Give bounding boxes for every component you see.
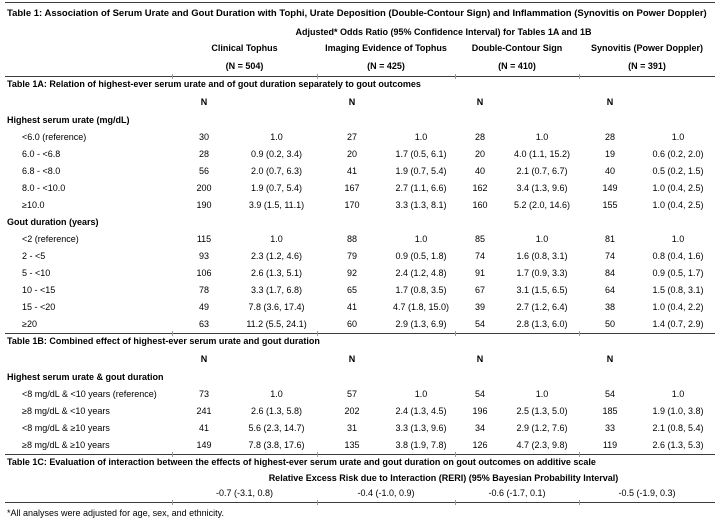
row-label: 6.0 - <6.8 bbox=[22, 148, 61, 159]
table-row bbox=[5, 163, 715, 180]
n-header: N bbox=[348, 354, 356, 365]
n-value: 93 bbox=[198, 250, 209, 261]
section-table-1b bbox=[5, 334, 715, 454]
n-value: 39 bbox=[474, 301, 485, 312]
n-value: 135 bbox=[344, 439, 360, 450]
table-row bbox=[5, 282, 715, 299]
n-header: N bbox=[606, 354, 614, 365]
n-value: 34 bbox=[474, 422, 485, 433]
reri-value: -0.7 (-3.1, 0.8) bbox=[215, 488, 274, 499]
column-header-synovitis: Synovitis (Power Doppler) bbox=[590, 43, 704, 54]
odds-ratio-value: 1.7 (0.9, 3.3) bbox=[516, 267, 568, 278]
n-value: 91 bbox=[474, 267, 485, 278]
n-value: 81 bbox=[604, 233, 615, 244]
odds-ratio-value: 2.0 (0.7, 6.3) bbox=[250, 165, 303, 176]
reri-header: Relative Excess Risk due to Interaction (RERI) (95% Bayesian Probability Interval) bbox=[268, 472, 619, 483]
category-row bbox=[5, 370, 715, 386]
reri-value: -0.4 (-1.0, 0.9) bbox=[357, 488, 415, 499]
n-value: 88 bbox=[346, 233, 357, 244]
n-value: 41 bbox=[198, 422, 209, 433]
odds-ratio-value: 11.2 (5.5, 24.1) bbox=[246, 318, 307, 329]
column-n-synovitis: (N = 391) bbox=[628, 60, 666, 71]
n-value: 85 bbox=[474, 233, 485, 244]
row-label: <2 (reference) bbox=[22, 233, 79, 244]
row-label: 5 - <10 bbox=[22, 267, 51, 278]
n-value: 19 bbox=[604, 148, 615, 159]
odds-ratio-value: 3.4 (1.3, 9.6) bbox=[516, 182, 568, 193]
n-value: 33 bbox=[604, 422, 615, 433]
n-value: 20 bbox=[474, 148, 485, 159]
n-value: 149 bbox=[602, 182, 618, 193]
section-1c-heading: Table 1C: Evaluation of interaction between the effects of highest-ever serum urate and gout duration on gout outcomes on additive scale bbox=[7, 457, 596, 468]
n-value: 73 bbox=[198, 388, 209, 399]
n-value: 38 bbox=[604, 301, 615, 312]
odds-ratio-value: 1.0 bbox=[270, 131, 283, 142]
section-heading: Table 1B: Combined effect of highest-ever serum urate and gout duration bbox=[7, 336, 320, 347]
n-value: 63 bbox=[198, 318, 209, 329]
n-value: 84 bbox=[604, 267, 615, 278]
row-label: 2 - <5 bbox=[22, 250, 46, 261]
section-heading: Table 1A: Relation of highest-ever serum urate and of gout duration separately to gout outcomes bbox=[7, 79, 421, 90]
odds-ratio-value: 7.8 (3.6, 17.4) bbox=[248, 301, 305, 312]
n-value: 50 bbox=[604, 318, 615, 329]
n-value: 60 bbox=[346, 318, 357, 329]
column-n-row bbox=[5, 57, 715, 76]
n-value: 74 bbox=[474, 250, 485, 261]
n-value: 67 bbox=[474, 284, 485, 295]
column-header-row bbox=[5, 41, 715, 57]
n-value: 40 bbox=[474, 165, 485, 176]
n-value: 28 bbox=[604, 131, 615, 142]
reri-header-row bbox=[5, 471, 715, 486]
odds-ratio-value: 1.0 (0.4, 2.5) bbox=[652, 199, 704, 210]
table-row bbox=[5, 386, 715, 403]
section-table-1c bbox=[5, 455, 715, 502]
odds-ratio-value: 1.0 bbox=[414, 131, 428, 142]
odds-ratio-value: 0.9 (0.5, 1.8) bbox=[395, 250, 447, 261]
n-header-row bbox=[5, 350, 715, 370]
odds-ratio-value: 1.7 (0.8, 3.5) bbox=[395, 284, 447, 295]
n-value: 40 bbox=[604, 165, 615, 176]
n-value: 78 bbox=[198, 284, 209, 295]
table-row bbox=[5, 180, 715, 197]
n-header-row bbox=[5, 93, 715, 113]
n-value: 41 bbox=[346, 165, 357, 176]
n-header: N bbox=[348, 97, 356, 108]
section-divider bbox=[5, 502, 715, 503]
odds-ratio-value: 2.6 (1.3, 5.8) bbox=[250, 405, 303, 416]
n-header: N bbox=[200, 354, 208, 365]
odds-ratio-value: 4.0 (1.1, 15.2) bbox=[513, 148, 571, 159]
odds-ratio-value: 1.0 bbox=[414, 388, 428, 399]
column-n-imaging-tophus: (N = 425) bbox=[367, 60, 405, 71]
odds-ratio-value: 2.9 (1.2, 7.6) bbox=[516, 422, 568, 433]
odds-ratio-value: 2.3 (1.2, 4.6) bbox=[250, 250, 303, 261]
table-row bbox=[5, 316, 715, 333]
n-value: 31 bbox=[346, 422, 357, 433]
footnote: *All analyses were adjusted for age, sex, and ethnicity. bbox=[7, 508, 224, 518]
odds-ratio-value: 1.0 bbox=[414, 233, 428, 244]
table-row bbox=[5, 420, 715, 437]
n-value: 196 bbox=[472, 405, 488, 416]
column-n-clinical-tophus: (N = 504) bbox=[225, 60, 264, 71]
odds-ratio-value: 0.9 (0.5, 1.7) bbox=[652, 267, 704, 278]
category-row bbox=[5, 113, 715, 129]
odds-ratio-value: 2.7 (1.2, 6.4) bbox=[516, 301, 568, 312]
odds-ratio-value: 1.0 bbox=[535, 388, 549, 399]
odds-ratio-value: 1.0 bbox=[270, 388, 283, 399]
column-header-clinical-tophus: Clinical Tophus bbox=[211, 43, 278, 54]
n-value: 155 bbox=[602, 199, 618, 210]
table-subtitle: Adjusted* Odds Ratio (95% Confidence Interval) for Tables 1A and 1B bbox=[295, 27, 592, 38]
n-value: 167 bbox=[344, 182, 360, 193]
table-row bbox=[5, 265, 715, 282]
table-subtitle-row bbox=[5, 25, 715, 41]
n-value: 54 bbox=[604, 388, 615, 399]
odds-ratio-value: 3.3 (1.3, 9.6) bbox=[395, 422, 447, 433]
n-value: 115 bbox=[196, 233, 212, 244]
n-value: 202 bbox=[344, 405, 360, 416]
odds-ratio-value: 1.5 (0.8, 3.1) bbox=[652, 284, 704, 295]
odds-ratio-value: 1.9 (1.0, 3.8) bbox=[652, 405, 704, 416]
row-label: <8 mg/dL & <10 years (reference) bbox=[22, 388, 157, 399]
n-value: 54 bbox=[474, 318, 485, 329]
table-row bbox=[5, 146, 715, 163]
n-value: 162 bbox=[472, 182, 488, 193]
odds-ratio-value: 1.9 (0.7, 5.4) bbox=[395, 165, 447, 176]
odds-ratio-value: 3.8 (1.9, 7.8) bbox=[395, 439, 447, 450]
table-row bbox=[5, 437, 715, 454]
n-value: 30 bbox=[198, 131, 209, 142]
section-divider bbox=[5, 76, 715, 77]
reri-values-row bbox=[5, 486, 715, 502]
n-header: N bbox=[476, 97, 484, 108]
reri-value: -0.5 (-1.9, 0.3) bbox=[618, 488, 676, 499]
odds-ratio-value: 1.0 bbox=[535, 131, 549, 142]
column-header-imaging-tophus: Imaging Evidence of Tophus bbox=[325, 43, 447, 54]
odds-ratio-value: 2.8 (1.3, 6.0) bbox=[516, 318, 568, 329]
odds-ratio-value: 1.4 (0.7, 2.9) bbox=[652, 318, 704, 329]
row-label: 10 - <15 bbox=[22, 284, 56, 295]
n-value: 57 bbox=[346, 388, 357, 399]
odds-ratio-value: 2.1 (0.8, 5.4) bbox=[652, 422, 704, 433]
odds-ratio-value: 2.6 (1.3, 5.1) bbox=[250, 267, 303, 278]
odds-ratio-value: 3.3 (1.3, 8.1) bbox=[395, 199, 447, 210]
odds-ratio-value: 2.5 (1.3, 5.0) bbox=[516, 405, 568, 416]
odds-ratio-value: 2.4 (1.3, 4.5) bbox=[395, 405, 447, 416]
n-value: 56 bbox=[198, 165, 209, 176]
odds-ratio-value: 5.2 (2.0, 14.6) bbox=[513, 199, 571, 210]
n-value: 28 bbox=[198, 148, 209, 159]
n-value: 74 bbox=[604, 250, 615, 261]
section-table-1a bbox=[5, 77, 715, 333]
row-label: ≥20 bbox=[22, 318, 37, 329]
odds-ratio-value: 4.7 (1.8, 15.0) bbox=[392, 301, 450, 312]
n-value: 190 bbox=[196, 199, 212, 210]
n-value: 49 bbox=[198, 301, 209, 312]
odds-ratio-value: 2.7 (1.1, 6.6) bbox=[395, 182, 447, 193]
odds-ratio-value: 1.6 (0.8, 3.1) bbox=[516, 250, 568, 261]
row-label: 15 - <20 bbox=[22, 301, 56, 312]
n-header: N bbox=[200, 97, 208, 108]
n-header: N bbox=[476, 354, 484, 365]
row-label: <8 mg/dL & ≥10 years bbox=[22, 422, 110, 433]
n-value: 119 bbox=[602, 439, 618, 450]
row-label: ≥10.0 bbox=[22, 199, 45, 210]
odds-ratio-value: 1.0 bbox=[535, 233, 549, 244]
odds-ratio-value: 1.0 (0.4, 2.5) bbox=[652, 182, 704, 193]
odds-ratio-value: 1.0 bbox=[270, 233, 283, 244]
n-value: 28 bbox=[474, 131, 485, 142]
table-row bbox=[5, 129, 715, 146]
table-row bbox=[5, 299, 715, 316]
row-label: 6.8 - <8.0 bbox=[22, 165, 61, 176]
row-label: ≥8 mg/dL & <10 years bbox=[22, 405, 110, 416]
odds-ratio-value: 1.0 bbox=[671, 388, 685, 399]
table-title-row bbox=[5, 3, 715, 25]
column-header-double-contour: Double-Contour Sign bbox=[471, 43, 563, 54]
table-1 bbox=[5, 2, 715, 518]
odds-ratio-value: 1.0 bbox=[671, 131, 685, 142]
section-divider bbox=[5, 454, 715, 455]
n-value: 160 bbox=[472, 199, 488, 210]
odds-ratio-value: 7.8 (3.8, 17.6) bbox=[248, 439, 305, 450]
odds-ratio-value: 3.1 (1.5, 6.5) bbox=[516, 284, 568, 295]
column-n-double-contour: (N = 410) bbox=[498, 60, 536, 71]
n-value: 200 bbox=[196, 182, 212, 193]
section-heading-row bbox=[5, 455, 715, 471]
category-label: Gout duration (years) bbox=[7, 216, 99, 227]
n-value: 41 bbox=[346, 301, 357, 312]
odds-ratio-value: 3.3 (1.7, 6.8) bbox=[250, 284, 303, 295]
odds-ratio-value: 2.6 (1.3, 5.3) bbox=[652, 439, 704, 450]
odds-ratio-value: 1.7 (0.5, 6.1) bbox=[395, 148, 447, 159]
odds-ratio-value: 3.9 (1.5, 11.1) bbox=[248, 199, 305, 210]
n-value: 79 bbox=[346, 250, 357, 261]
odds-ratio-value: 2.4 (1.2, 4.8) bbox=[395, 267, 447, 278]
odds-ratio-value: 1.0 (0.4, 2.2) bbox=[652, 301, 704, 312]
n-value: 20 bbox=[346, 148, 357, 159]
odds-ratio-value: 2.9 (1.3, 6.9) bbox=[395, 318, 447, 329]
n-value: 64 bbox=[604, 284, 615, 295]
table-row bbox=[5, 248, 715, 265]
odds-ratio-value: 0.9 (0.2, 3.4) bbox=[250, 148, 303, 159]
n-value: 92 bbox=[346, 267, 357, 278]
section-heading-row bbox=[5, 334, 715, 350]
category-row bbox=[5, 214, 715, 231]
reri-value: -0.6 (-1.7, 0.1) bbox=[488, 488, 546, 499]
section-heading-row bbox=[5, 77, 715, 93]
n-value: 241 bbox=[196, 405, 212, 416]
n-value: 65 bbox=[346, 284, 357, 295]
odds-ratio-value: 1.9 (0.7, 5.4) bbox=[250, 182, 303, 193]
n-value: 54 bbox=[474, 388, 485, 399]
n-value: 149 bbox=[196, 439, 212, 450]
odds-ratio-value: 2.1 (0.7, 6.7) bbox=[516, 165, 568, 176]
table-row bbox=[5, 197, 715, 214]
n-value: 27 bbox=[346, 131, 357, 142]
table-row bbox=[5, 231, 715, 248]
odds-ratio-value: 5.6 (2.3, 14.7) bbox=[248, 422, 305, 433]
n-value: 170 bbox=[344, 199, 360, 210]
odds-ratio-value: 0.6 (0.2, 2.0) bbox=[652, 148, 704, 159]
category-label: Highest serum urate & gout duration bbox=[7, 372, 164, 383]
table-row bbox=[5, 403, 715, 420]
row-label: <6.0 (reference) bbox=[22, 131, 87, 142]
n-value: 126 bbox=[472, 439, 488, 450]
row-label: ≥8 mg/dL & ≥10 years bbox=[22, 439, 110, 450]
category-label: Highest serum urate (mg/dL) bbox=[7, 115, 130, 126]
row-label: 8.0 - <10.0 bbox=[22, 182, 66, 193]
table-title: Table 1: Association of Serum Urate and Gout Duration with Tophi, Urate Deposition (Double-Contour Sign) and Inflammation (Synovitis on Power Doppler) bbox=[7, 7, 707, 19]
odds-ratio-value: 4.7 (2.3, 9.8) bbox=[516, 439, 568, 450]
odds-ratio-value: 0.8 (0.4, 1.6) bbox=[652, 250, 704, 261]
odds-ratio-value: 1.0 bbox=[671, 233, 685, 244]
section-divider bbox=[5, 333, 715, 334]
odds-ratio-value: 0.5 (0.2, 1.5) bbox=[652, 165, 704, 176]
n-value: 185 bbox=[602, 405, 618, 416]
n-value: 106 bbox=[196, 267, 212, 278]
n-header: N bbox=[606, 97, 614, 108]
